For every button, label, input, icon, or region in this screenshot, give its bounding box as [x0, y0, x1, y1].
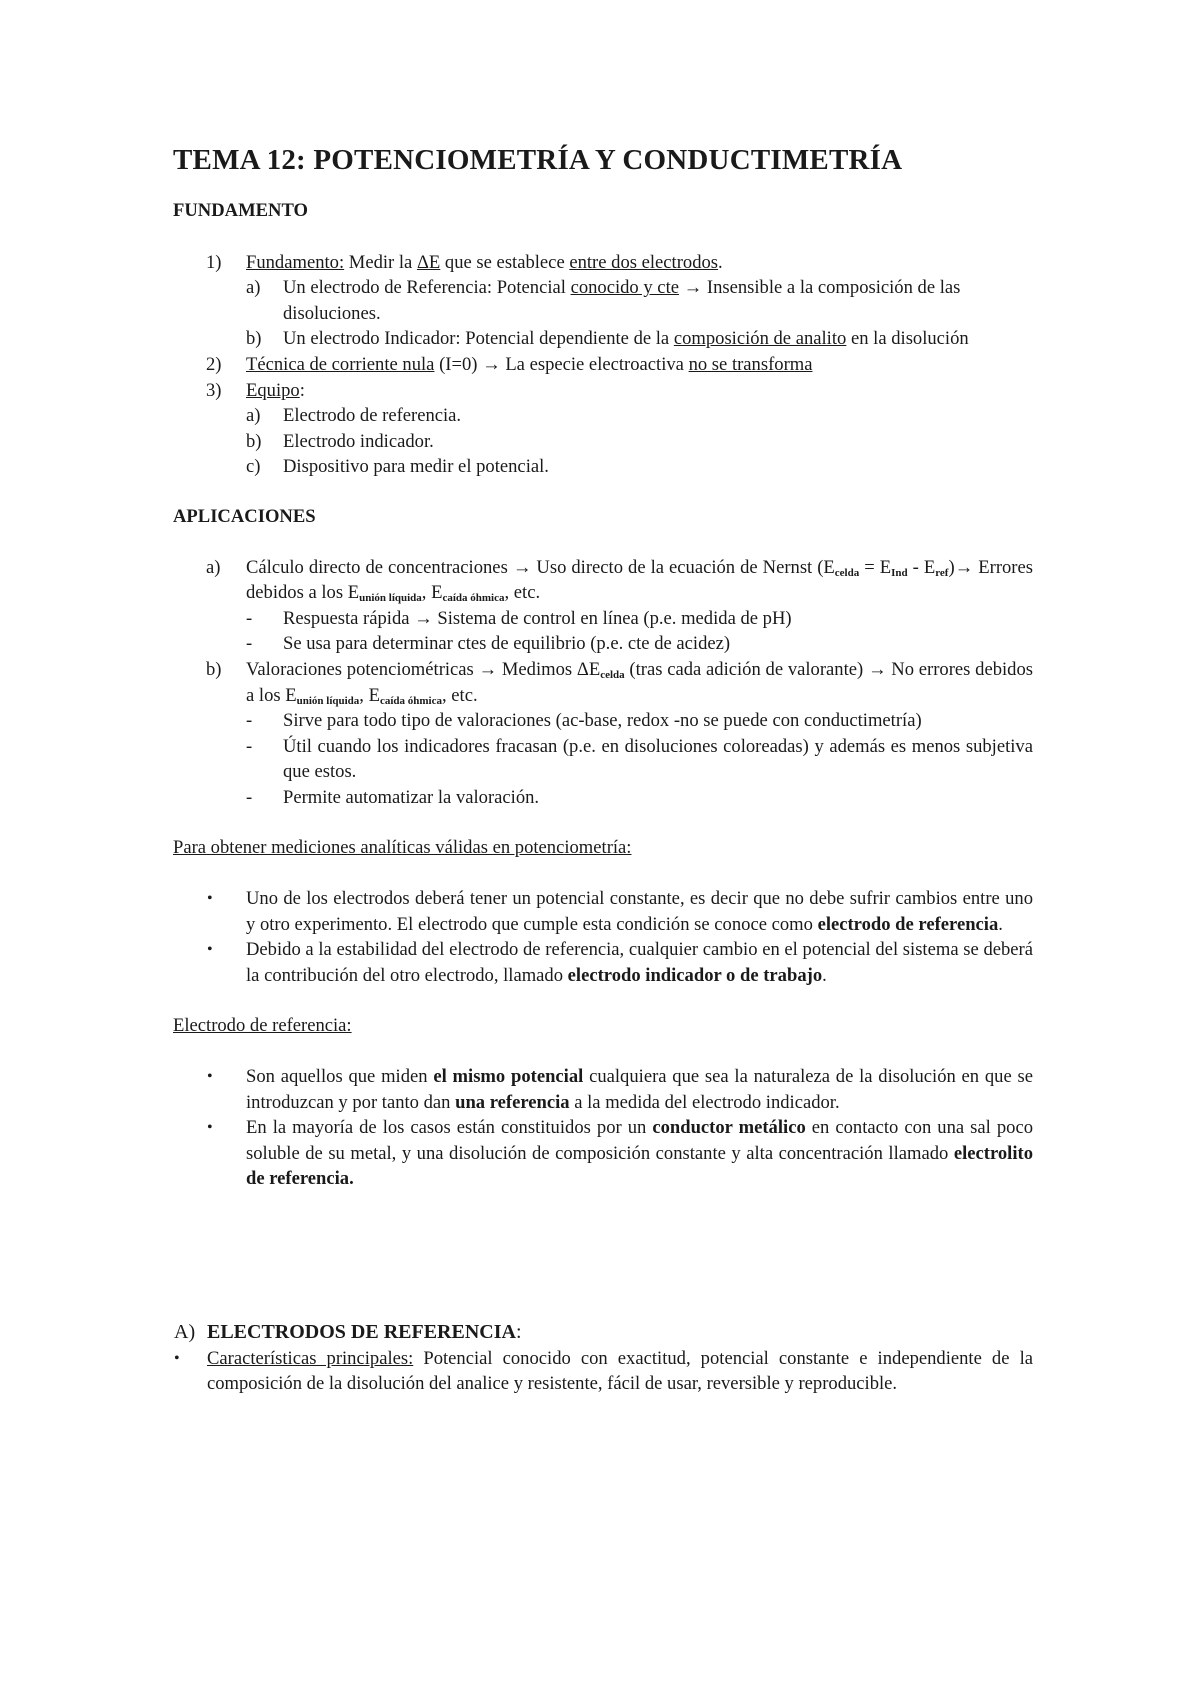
list-item: a) Un electrodo de Referencia: Potencial conocido y cte → Insensible a la composición de las disoluciones.: [246, 277, 961, 324]
section-electrodos: A) ELECTRODOS DE REFERENCIA:: [174, 1321, 522, 1343]
list-item: c) Dispositivo para medir el potencial.: [246, 456, 549, 478]
sub-list: [173, 403, 1033, 480]
list-item: - Respuesta rápida → Sistema de control en línea (p.e. medida de pH): [246, 607, 792, 629]
list-item: • Debido a la estabilidad del electrodo de referencia, cualquier cambio en el potencial del sistema se deberá la contribución del otro electrodo, llamado electrodo indicador o de trabajo.: [207, 939, 1033, 986]
section-fundamento: FUNDAMENTO: [173, 200, 308, 221]
list-item: b) Valoraciones potenciométricas → Medimos $\Delta E_{celda}$ (tras cada adición de valorante) → No errores debidos a los $E_{unión líquida}$, $E_{caída óhmica}$, etc.: [206, 658, 1033, 707]
section-referencia: Electrodo de referencia:: [173, 1015, 352, 1037]
fundamento-list: [173, 250, 1033, 480]
list-item: - Permite automatizar la valoración.: [246, 786, 540, 808]
list-item: b) Electrodo indicador.: [246, 430, 434, 452]
referencia-list: [173, 1064, 1033, 1192]
list-item: b) Un electrodo Indicador: Potencial dependiente de la composición de analito en la disolución: [246, 328, 969, 350]
page-title: TEMA 12: POTENCIOMETRÍA Y CONDUCTIMETRÍA: [173, 144, 903, 176]
list-item: • En la mayoría de los casos están constituidos por un conductor metálico en contacto con una sal poco soluble de su metal, y una disolución de composición constante y alta concentración llamado electrolito de referencia.: [207, 1117, 1033, 1190]
list-item: a) Electrodo de referencia.: [246, 405, 462, 427]
list-item: • Características principales: Potencial conocido con exactitud, potencial constante e independiente de la composición de la disolución del analice y resistente, fácil de usar, reversible y reproducible.: [174, 1347, 1033, 1395]
dash-list: [173, 606, 1033, 657]
list-item: - Sirve para todo tipo de valoraciones (ac-base, redox -no se puede con conductimetría): [246, 710, 922, 732]
list-item: 1) Fundamento: Medir la ΔE que se establece entre dos electrodos.: [206, 251, 723, 273]
list-item: • Uno de los electrodos deberá tener un potencial constante, es decir que no debe sufrir cambios entre uno y otro experimento. El electrodo que cumple esta condición se conoce como electrodo de referencia.: [207, 888, 1033, 935]
list-item: a) Cálculo directo de concentraciones → Uso directo de la ecuación de Nernst $(E_{celda} = E_{Ind} - E_{ref})\to$ Errores debidos a los $E_{unión líquida}$, $E_{caída óhmica}$, etc.: [206, 556, 1033, 605]
sub-list: [173, 275, 1033, 352]
list-item: • Son aquellos que miden el mismo potencial cualquiera que sea la naturaleza de la disolución en que se introduzcan y por tanto dan una referencia a la medida del electrodo indicador.: [207, 1066, 1033, 1113]
list-item: - Útil cuando los indicadores fracasan (p.e. en disoluciones coloreadas) y además es menos subjetiva que estos.: [246, 735, 1033, 783]
section-validas: Para obtener mediciones analíticas válidas en potenciometría:: [173, 837, 632, 859]
electrodos-list: [173, 1346, 1033, 1397]
dash-list: [173, 708, 1033, 810]
aplicaciones-list: [173, 555, 1033, 811]
validas-list: [173, 886, 1033, 988]
list-item: - Se usa para determinar ctes de equilibrio (p.e. cte de acidez): [246, 633, 731, 655]
document-body: [173, 140, 1033, 1397]
list-item: 2) Técnica de corriente nula (I=0) → La especie electroactiva no se transforma: [206, 353, 813, 375]
list-item: 3) Equipo:: [206, 379, 305, 401]
section-aplicaciones: APLICACIONES: [173, 505, 316, 527]
